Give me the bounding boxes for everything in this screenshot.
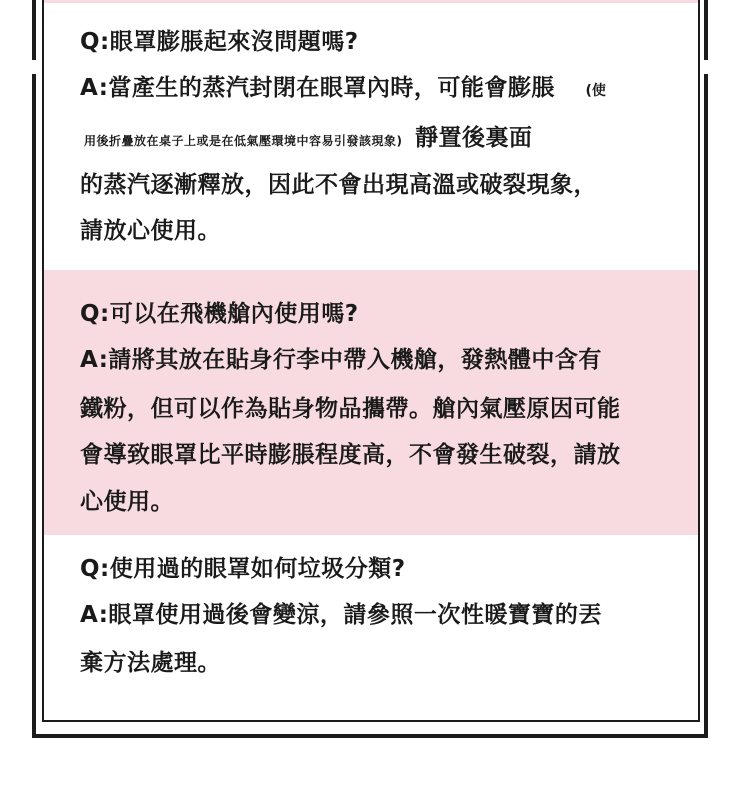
faq1-question: Q:眼罩膨脹起來沒問題嗎? — [80, 29, 359, 55]
faq2-answer-line1: A:請將其放在貼身行李中帶入機艙，發熱體中含有 — [80, 347, 602, 373]
faq2-question: Q:可以在飛機艙內使用嗎? — [80, 301, 359, 327]
faq1-answer-line1-note: (使 — [585, 83, 606, 99]
faq2-answer-line2: 鐵粉，但可以作為貼身物品攜帶。艙內氣壓原因可能 — [80, 396, 621, 422]
faq3-answer-line1: A:眼罩使用過後會變涼，請參照一次性暖寶寶的丟 — [80, 602, 602, 628]
faq1-answer-line4: 請放心使用。 — [80, 218, 221, 244]
faq1-answer-line1-main: A:當產生的蒸汽封閉在眼罩內時，可能會膨脹 — [80, 75, 555, 101]
faq2-answer-line4: 心使用。 — [80, 489, 174, 515]
faq3-question: Q:使用過的眼罩如何垃圾分類? — [80, 556, 406, 582]
frame-gap-left — [0, 60, 42, 74]
faq1-answer-line1 — [80, 74, 606, 105]
faq2-answer-line3: 會導致眼罩比平時膨脹程度高，不會發生破裂，請放 — [80, 442, 621, 468]
faq3-answer-line2: 棄方法處理。 — [80, 650, 221, 676]
frame-gap-right — [700, 60, 750, 74]
faq1-answer-line2-main: 靜置後裏面 — [415, 125, 533, 151]
faq1-answer-line2 — [84, 124, 533, 155]
faq1-answer-line3: 的蒸汽逐漸釋放，因此不會出現高溫或破裂現象， — [80, 172, 597, 198]
faq1-answer-note: 用後折疊放在桌子上或是在低氣壓環境中容易引發該現象) — [84, 134, 403, 148]
